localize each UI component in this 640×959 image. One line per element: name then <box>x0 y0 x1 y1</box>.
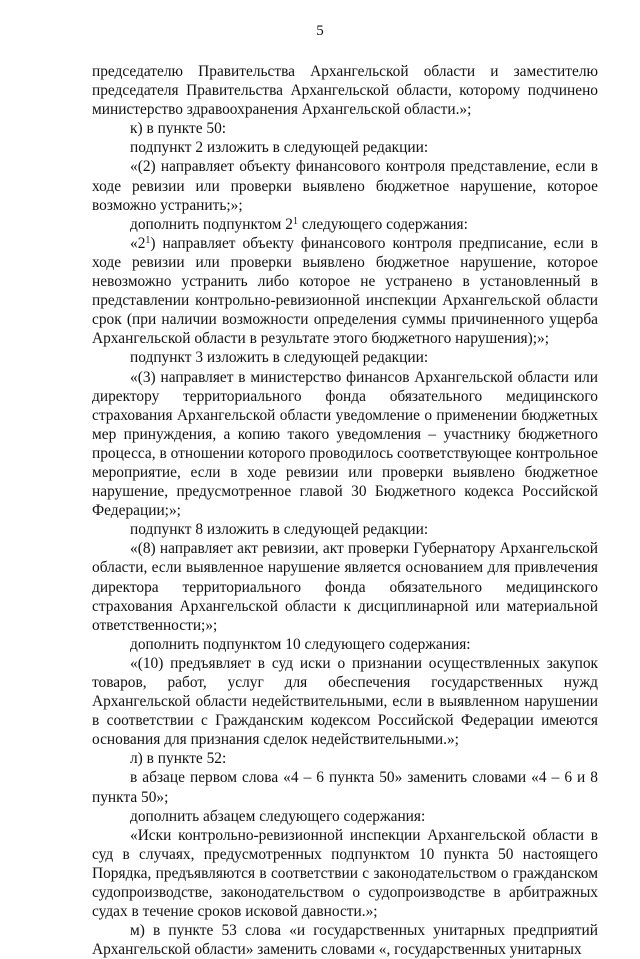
paragraph-subitem-2-text: «(2) направляет объекту финансового контроля представление, если в ходе ревизии или проверки выявлено бюджетное нарушение, которое возможно устранить;»; <box>92 158 598 214</box>
page-number: 5 <box>316 23 324 39</box>
paragraph-subitem-2-1-text <box>92 234 598 349</box>
paragraph-item-m: м) в пункте 53 слова «и государственных унитарных предприятий Архангельской области» заменить словами «, государственных унитарных <box>92 922 598 959</box>
document-body <box>92 62 598 959</box>
paragraph-first-abzac-change: в абзаце первом слова «4 – 6 пункта 50» заменить словами «4 – 6 и 8 пункта 50»; <box>92 769 598 806</box>
text-fragment: дополнить подпунктом 2 <box>130 215 293 233</box>
paragraph-lawsuits-text: «Иски контрольно-ревизионной инспекции Архангельской области в суд в случаях, предусмотренных подпунктом 10 пункта 50 настоящего Порядка, предъявляются в соответствии с законодательством о гражданском судопроизводстве, законодательством о судопроизводстве в арбитражных судах в течение сроков исковой давности.»; <box>92 826 598 921</box>
superscript: 1 <box>292 215 298 227</box>
superscript: 1 <box>145 234 151 246</box>
paragraph-subitem-2-heading: подпункт 2 изложить в следующей редакции: <box>130 139 429 157</box>
paragraph-item-k: к) в пункте 50: <box>130 120 227 138</box>
paragraph-add-subitem-10: дополнить подпунктом 10 следующего содержания: <box>130 635 471 653</box>
paragraph-add-abzac: дополнить абзацем следующего содержания: <box>130 807 426 825</box>
paragraph-subitem-3-text: «(3) направляет в министерство финансов Архангельской области или директору территориального фонда обязательного медицинского страхования Архангельской области уведомление о применении бюджетных мер принуждения, а копию такого уведомления – участнику бюджетного процесса, в отношении которого проводилось соответствующее контрольное мероприятие, если в ходе ревизии или проверки выявлено бюджетное нарушение, предусмотренное главой 30 Бюджетного кодекса Российской Федерации;»; <box>92 368 598 520</box>
paragraph-item-l: л) в пункте 52: <box>130 750 227 768</box>
paragraph-subitem-8-heading: подпункт 8 изложить в следующей редакции: <box>130 521 429 539</box>
text-fragment: «2 <box>130 234 146 252</box>
paragraph-subitem-8-text: «(8) направляет акт ревизии, акт проверки Губернатору Архангельской области, если выявленное нарушение является основанием для привлечения директора территориального фонда обязательного медицинского страхования Архангельской области к дисциплинарной или материальной ответственности;»; <box>92 540 598 634</box>
text-fragment: ) направляет объекту финансового контроля предписание, если в ходе ревизии или проверки выявлено бюджетное нарушение, которое невозможно устранить либо которое не устранено в установленный в представлении контрольно-ревизионной инспекции Архангельской области срок (при наличии возможности определения суммы причиненного ущерба Архангельской области в результате этого бюджетного нарушения);»; <box>92 234 598 348</box>
paragraph-subitem-10-text: «(10) предъявляет в суд иски о признании осуществленных закупок товаров, работ, услуг для обеспечения государственных нужд Архангельской области недействительными, если в выявленном нарушении в соответствии с Гражданским кодексом Российской Федерации имеются основания для признания сделок недействительными.»; <box>92 654 598 749</box>
paragraph-add-subitem-2-1 <box>92 215 598 234</box>
paragraph-subitem-3-heading: подпункт 3 изложить в следующей редакции: <box>130 349 429 367</box>
paragraph-chairman: председателю Правительства Архангельской области и заместителю председателя Правительства Архангельской области, которому подчинено министерство здравоохранения Архангельской области.»; <box>92 63 598 119</box>
text-fragment: следующего содержания: <box>297 215 468 233</box>
